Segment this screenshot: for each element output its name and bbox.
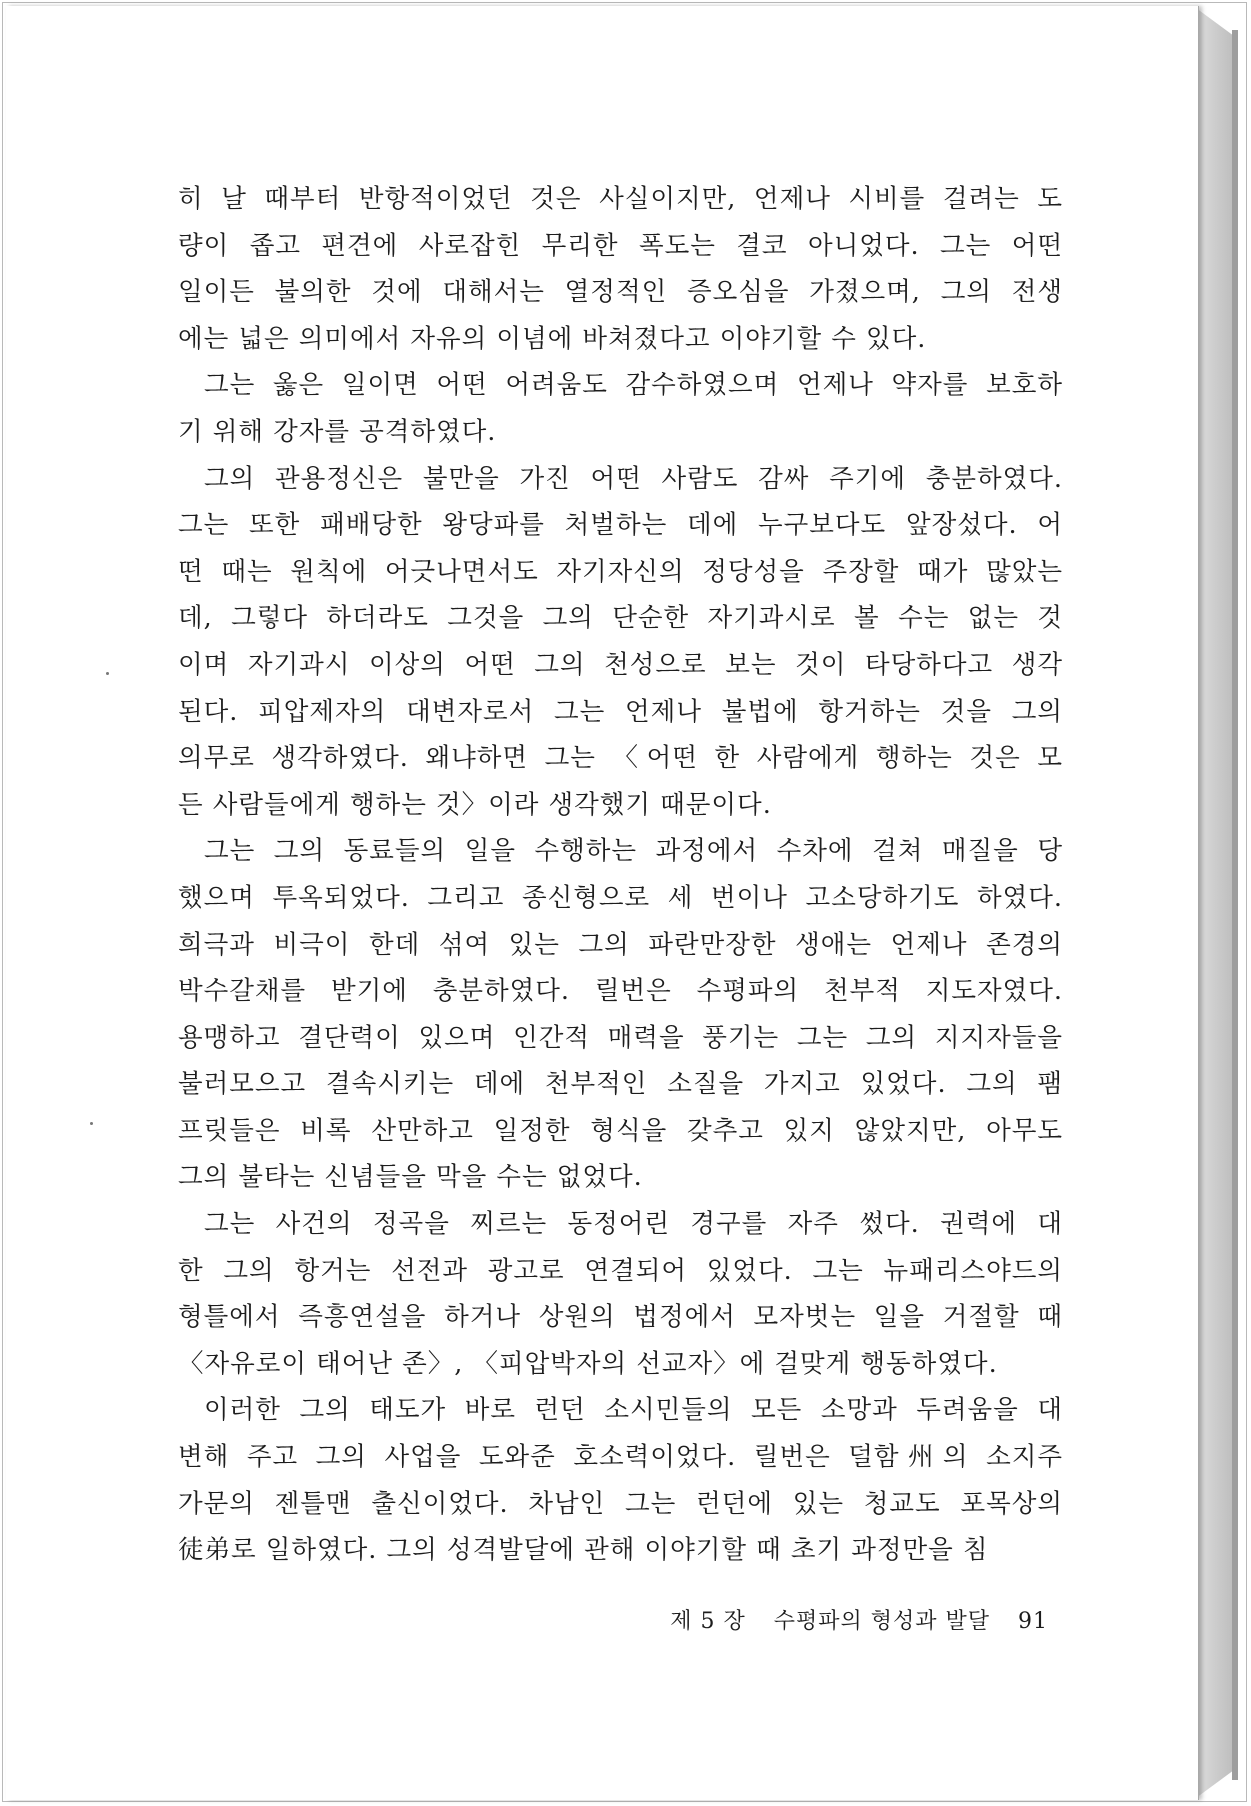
paragraph (178, 828, 1063, 1201)
text-line: 희극과 비극이 한데 섞여 있는 그의 파란만장한 생애는 언제나 존경의 (178, 929, 1063, 960)
text-line: 프릿들은 비록 산만하고 일정한 형식을 갖추고 있지 않았지만, 아무도 (178, 1115, 1063, 1146)
text-line: 변해 주고 그의 사업을 도와준 호소력이었다. 릴번은 덜함州의 소지주 (178, 1442, 1063, 1473)
text-line: 형틀에서 즉흥연설을 하거나 상원의 법정에서 모자벗는 일을 거절할 때 (178, 1302, 1063, 1333)
footer-chapter-title: 수평파의 형성과 발달 (773, 1609, 990, 1634)
text-line: 든 사람들에게 행하는 것〉이라 생각했기 때문이다. (178, 789, 772, 820)
text-line: 그는 사건의 정곡을 찌르는 동정어린 경구를 자주 썼다. 권력에 대 (204, 1209, 1063, 1240)
paragraph (178, 456, 1063, 829)
book-page-edge (1196, 8, 1234, 1798)
text-line: 했으며 투옥되었다. 그리고 종신형으로 세 번이나 고소당하기도 하였다. (178, 882, 1063, 913)
running-footer (0, 1604, 1048, 1635)
text-line: 그는 그의 동료들의 일을 수행하는 과정에서 수차에 걸쳐 매질을 당 (204, 836, 1063, 867)
text-line: 그는 옳은 일이면 어떤 어려움도 감수하였으며 언제나 약자를 보호하 (204, 370, 1063, 401)
text-line: 량이 좁고 편견에 사로잡힌 무리한 폭도는 결코 아니었다. 그는 어떤 (178, 230, 1063, 261)
page-number: 91 (1018, 1609, 1048, 1634)
body-text (178, 176, 1063, 1574)
text-line: 기 위해 강자를 공격하였다. (178, 416, 497, 447)
paragraph (178, 362, 1063, 455)
text-line: 된다. 피압제자의 대변자로서 그는 언제나 불법에 항거하는 것을 그의 (178, 696, 1063, 727)
text-line: 한 그의 항거는 선전과 광고로 연결되어 있었다. 그는 뉴패리스야드의 (178, 1255, 1063, 1286)
text-line: 히 날 때부터 반항적이었던 것은 사실이지만, 언제나 시비를 걸려는 도 (178, 184, 1063, 214)
text-line: 이러한 그의 태도가 바로 런던 소시민들의 모든 소망과 두려움을 대 (204, 1395, 1063, 1426)
paragraph (178, 1387, 1063, 1573)
text-line: 떤 때는 원칙에 어긋나면서도 자기자신의 정당성을 주장할 때가 많았는 (178, 556, 1063, 587)
paragraph (178, 1201, 1063, 1387)
text-line: 徒弟로 일하였다. 그의 성격발달에 관해 이야기할 때 초기 과정만을 침 (178, 1535, 989, 1566)
text-line: 〈자유로이 태어난 존〉, 〈피압박자의 선교자〉에 걸맞게 행동하였다. (178, 1348, 998, 1379)
book-edge-shadow (1232, 30, 1238, 1780)
text-line: 일이든 불의한 것에 대해서는 열정적인 증오심을 가졌으며, 그의 전생 (178, 277, 1063, 308)
text-line: 박수갈채를 받기에 충분하였다. 릴번은 수평파의 천부적 지도자였다. (178, 976, 1063, 1007)
scan-speck (106, 672, 109, 675)
text-line: 이며 자기과시 이상의 어떤 그의 천성으로 보는 것이 타당하다고 생각 (178, 649, 1063, 680)
text-line: 의무로 생각하였다. 왜냐하면 그는 〈어떤 한 사람에게 행하는 것은 모 (178, 743, 1063, 774)
text-line: 용맹하고 결단력이 있으며 인간적 매력을 풍기는 그는 그의 지지자들을 (178, 1022, 1063, 1053)
text-line: 그는 또한 패배당한 왕당파를 처벌하는 데에 누구보다도 앞장섰다. 어 (178, 510, 1063, 541)
text-line: 데, 그렇다 하더라도 그것을 그의 단순한 자기과시로 볼 수는 없는 것 (178, 603, 1063, 634)
scan-speck (90, 1122, 93, 1125)
text-line: 불러모으고 결속시키는 데에 천부적인 소질을 가지고 있었다. 그의 팸 (178, 1069, 1063, 1100)
text-line: 에는 넓은 의미에서 자유의 이념에 바쳐졌다고 이야기할 수 있다. (178, 323, 927, 354)
footer-chapter: 제 5 장 (670, 1609, 746, 1634)
text-line: 가문의 젠틀맨 출신이었다. 차남인 그는 런던에 있는 청교도 포목상의 (178, 1488, 1063, 1519)
paragraph (178, 176, 1063, 362)
text-line: 그의 관용정신은 불만을 가진 어떤 사람도 감싸 주기에 충분하였다. (204, 463, 1063, 494)
text-line: 그의 불타는 신념들을 막을 수는 없었다. (178, 1162, 643, 1193)
